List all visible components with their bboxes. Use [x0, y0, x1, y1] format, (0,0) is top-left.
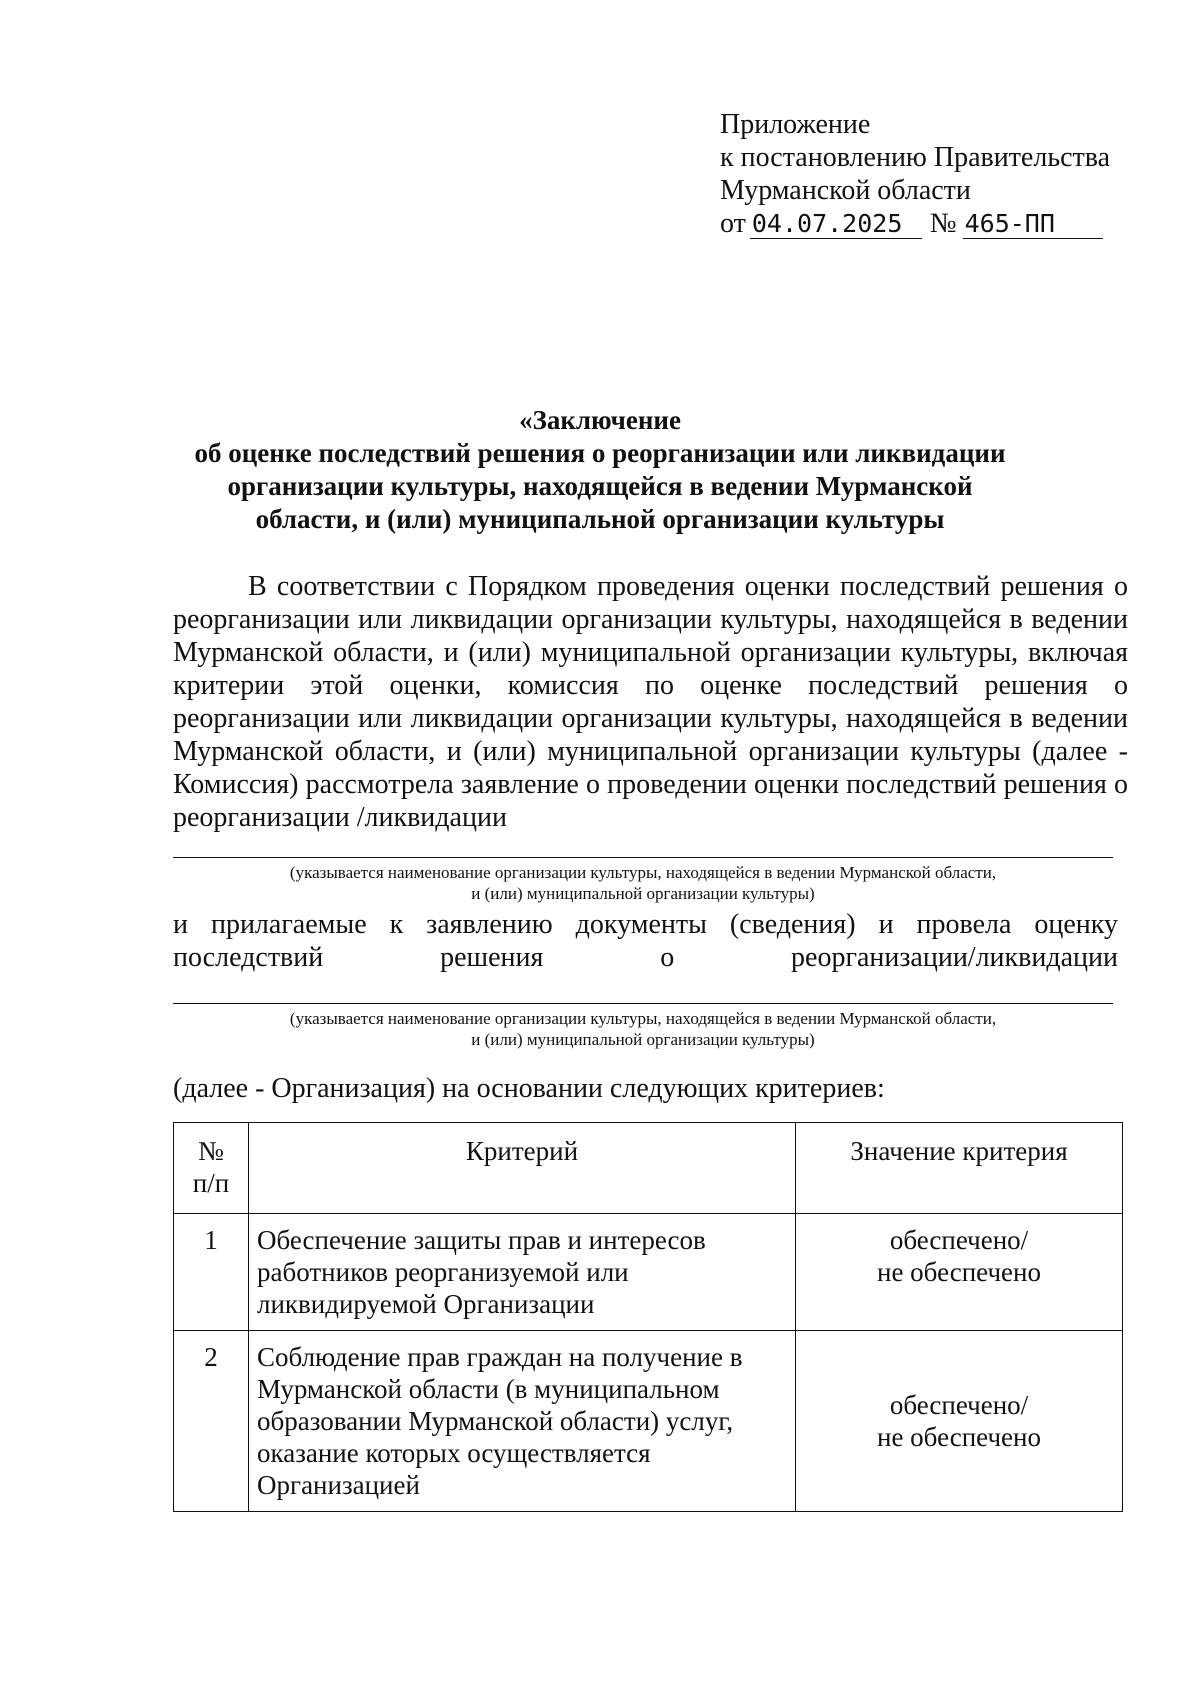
fill-hint-2-line-2: и (или) муниципальной организации культуры) — [471, 1030, 815, 1049]
docs-word: и — [878, 909, 894, 940]
docs-word: к — [389, 909, 404, 940]
docs-word: (сведения) — [729, 909, 856, 940]
fill-hint-1-line-2: и (или) муниципальной организации культуры) — [471, 884, 815, 903]
row-number: 2 — [174, 1331, 249, 1512]
docs-word: и — [173, 909, 188, 940]
row-value — [796, 1331, 1123, 1512]
docs-word: провела — [916, 909, 1012, 940]
row-criterion: Соблюдение прав граждан на получение в Мурманской области (в муниципальном образовании Мурманской области) услуг, оказание которых осуществляется Организацией — [249, 1331, 796, 1512]
fill-hint-1-line-1: (указывается наименование организации культуры, находящейся в ведении Мурманской области, — [289, 863, 997, 882]
docs-word: документы — [575, 909, 707, 940]
title-line-1: «Заключение — [519, 405, 681, 435]
decree-date: 04.07.2025 — [750, 210, 922, 239]
title-line-2: об оценке последствий решения о реорганизации или ликвидации — [194, 438, 1006, 468]
fill-line-1 — [173, 857, 1113, 858]
document-title — [150, 404, 1050, 536]
appendix-line-1: Приложение — [720, 109, 871, 140]
docs-word: заявлению — [426, 909, 553, 940]
row-criterion: Обеспечение защиты прав и интересов работников реорганизуемой или ликвидируемой Организации — [249, 1214, 796, 1331]
consequences-word: о — [660, 942, 675, 973]
docs-line — [173, 908, 1118, 941]
docs-word: оценку — [1034, 909, 1118, 940]
table-row — [174, 1214, 1123, 1331]
row-value — [796, 1214, 1123, 1331]
table-header-row — [174, 1123, 1123, 1214]
criteria-table — [173, 1122, 1123, 1512]
criteria-lead-text: (далее - Организация) на основании следующих критериев: — [173, 1073, 885, 1104]
consequences-word: решения — [440, 942, 544, 973]
appendix-line-3: Мурманской области — [720, 175, 971, 206]
consequences-word: последствий — [173, 942, 324, 973]
title-line-3: организации культуры, находящейся в ведении Мурманской — [227, 471, 973, 501]
header-number — [174, 1123, 249, 1214]
row-number: 1 — [174, 1214, 249, 1331]
fill-hint-2 — [173, 1008, 1113, 1050]
row-value-line-2: не обеспечено — [877, 1422, 1041, 1452]
decree-number: 465-ПП — [963, 210, 1103, 239]
header-criterion: Критерий — [249, 1123, 796, 1214]
fill-line-2 — [173, 1003, 1113, 1004]
docs-word: прилагаемые — [210, 909, 367, 940]
fill-hint-2-line-1: (указывается наименование организации культуры, находящейся в ведении Мурманской области, — [289, 1009, 997, 1028]
appendix-line-2: к постановлению Правительства — [720, 142, 1111, 173]
header-value: Значение критерия — [796, 1123, 1123, 1214]
consequences-word: реорганизации/ликвидации — [791, 942, 1118, 973]
main-paragraph-text: В соответствии с Порядком проведения оценки последствий решения о реорганизации или ликвидации организации культуры, находящейся в ведении Мурманской области, и (или) муниципальной организации культуры, включая критерии этой оценки, комиссия по оценке последствий решения о реорганизации или ликвидации организации культуры, находящейся в ведении Мурманской области, и (или) муниципальной организации культуры (далее - Комиссия) рассмотрела заявление о проведении оценки последствий решения о реорганизации /ликвидации — [173, 571, 1128, 833]
number-sign: № — [929, 208, 957, 239]
consequences-line — [173, 941, 1118, 974]
title-line-4: области, и (или) муниципальной организации культуры — [255, 504, 945, 534]
from-label: от — [720, 208, 746, 239]
appendix-header — [720, 108, 1110, 240]
row-value-line-2: не обеспечено — [877, 1257, 1041, 1287]
main-paragraph — [173, 570, 1128, 834]
header-number-sign: № — [198, 1136, 224, 1166]
row-value-line-1: обеспечено/ — [889, 1225, 1029, 1255]
appendix-date-line — [720, 207, 1110, 240]
fill-hint-1 — [173, 862, 1113, 904]
row-value-line-1: обеспечено/ — [889, 1390, 1029, 1420]
header-number-pp: п/п — [192, 1168, 230, 1198]
table-row — [174, 1331, 1123, 1512]
